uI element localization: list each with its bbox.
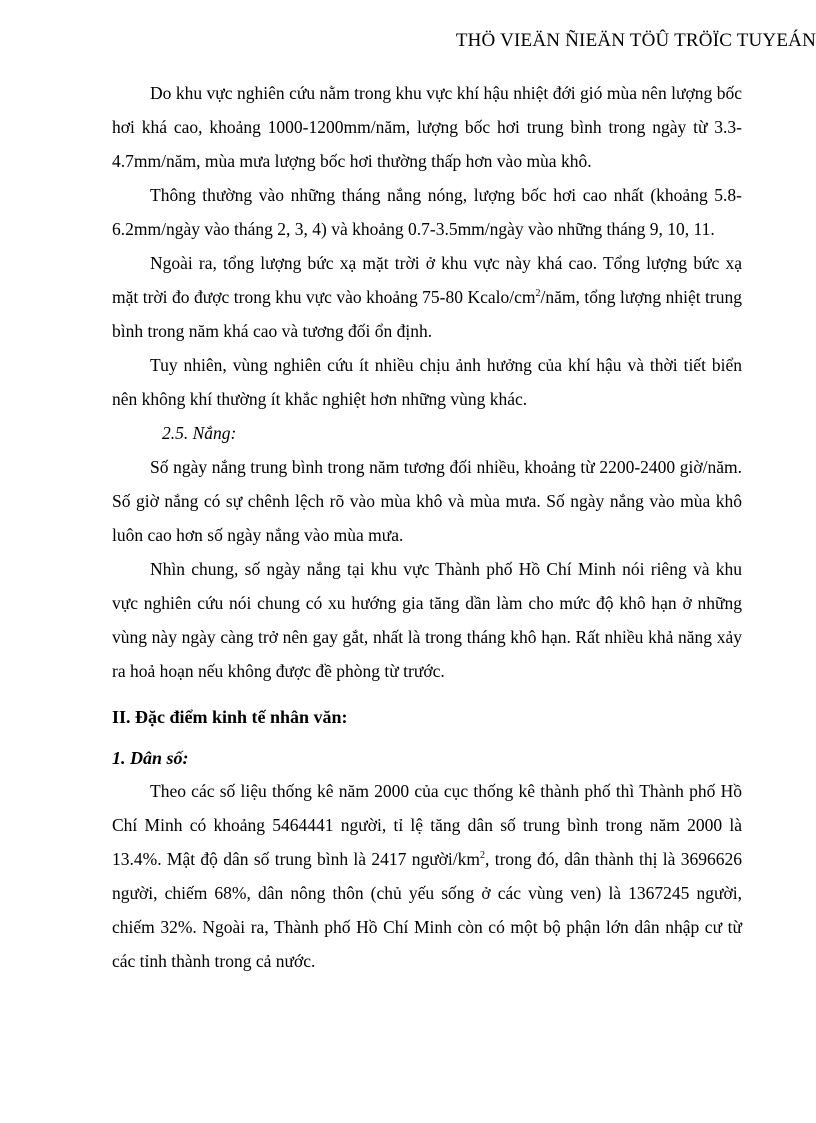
population-text-end: , trong đó, dân thành thị là 3696626 người, chiếm 68%, dân nông thôn (chủ yếu sống ở các vùng ven) là 1367245 người, chiếm 32%. Ngoài ra, Thành phố Hồ Chí Minh còn có một bộ phận lớn dân nhập cư từ các tỉnh thành trong cả nước. (112, 849, 742, 971)
radiation-text-end: /năm, tổng lượng nhiệt trung bình trong năm khá cao và tương đối ổn định. (112, 287, 742, 341)
paragraph-evaporation: Do khu vực nghiên cứu nằm trong khu vực khí hậu nhiệt đới gió mùa nên lượng bốc hơi khá cao, khoảng 1000-1200mm/năm, lượng bốc hơi trung bình trong ngày từ 3.3-4.7mm/năm, mùa mưa lượng bốc hơi thường thấp hơn vào mùa khô. (112, 83, 742, 171)
paragraph-sunny-days: Số ngày nắng trung bình trong năm tương đối nhiều, khoảng từ 2200-2400 giờ/năm. Số giờ nắng có sự chênh lệch rõ vào mùa khô và mùa mưa. Số ngày nắng vào mùa khô luôn cao hơn số ngày nắng vào mùa mưa. (112, 457, 742, 545)
radiation-text-start: Ngoài ra, tổng lượng bức xạ mặt trời ở khu vực này khá cao. Tổng lượng bức xạ mặt trời đo được trong khu vực vào khoảng 75-80 Kcalo/cm (112, 253, 742, 307)
density-superscript: 2 (480, 850, 486, 862)
subheading-sunshine: 2.5. Nắng: (162, 423, 237, 443)
subsection-population: 1. Dân số: (112, 748, 189, 768)
page-header: THÖ VIEÄN ÑIEÄN TÖÛ TRÖÏC TUYEÁN (455, 30, 816, 51)
section-heading-economy: II. Đặc điểm kinh tế nhân văn: (112, 707, 348, 727)
paragraph-solar-radiation (112, 246, 742, 348)
paragraph-population (112, 774, 742, 978)
document-body (112, 76, 742, 978)
paragraph-drought: Nhìn chung, số ngày nắng tại khu vực Thành phố Hồ Chí Minh nói riêng và khu vực nghiên cứu nói chung có xu hướng gia tăng dần làm cho mức độ khô hạn ở những vùng này ngày càng trở nên gay gắt, nhất là trong tháng khô hạn. Rất nhiều khả năng xảy ra hoả hoạn nếu không được đề phòng từ trước. (112, 559, 742, 681)
paragraph-evaporation-months: Thông thường vào những tháng nắng nóng, lượng bốc hơi cao nhất (khoảng 5.8-6.2mm/ngày vào tháng 2, 3, 4) và khoảng 0.7-3.5mm/ngày vào những tháng 9, 10, 11. (112, 185, 742, 239)
paragraph-sea-climate: Tuy nhiên, vùng nghiên cứu ít nhiều chịu ảnh hưởng của khí hậu và thời tiết biển nên không khí thường ít khắc nghiệt hơn những vùng khác. (112, 355, 742, 409)
radiation-superscript: 2 (535, 288, 541, 300)
population-text-start: Theo các số liệu thống kê năm 2000 của cục thống kê thành phố thì Thành phố Hồ Chí Minh có khoảng 5464441 người, tỉ lệ tăng dân số trung bình trong năm 2000 là 13.4%. Mật độ dân số trung bình là 2417 người/km (112, 781, 742, 869)
